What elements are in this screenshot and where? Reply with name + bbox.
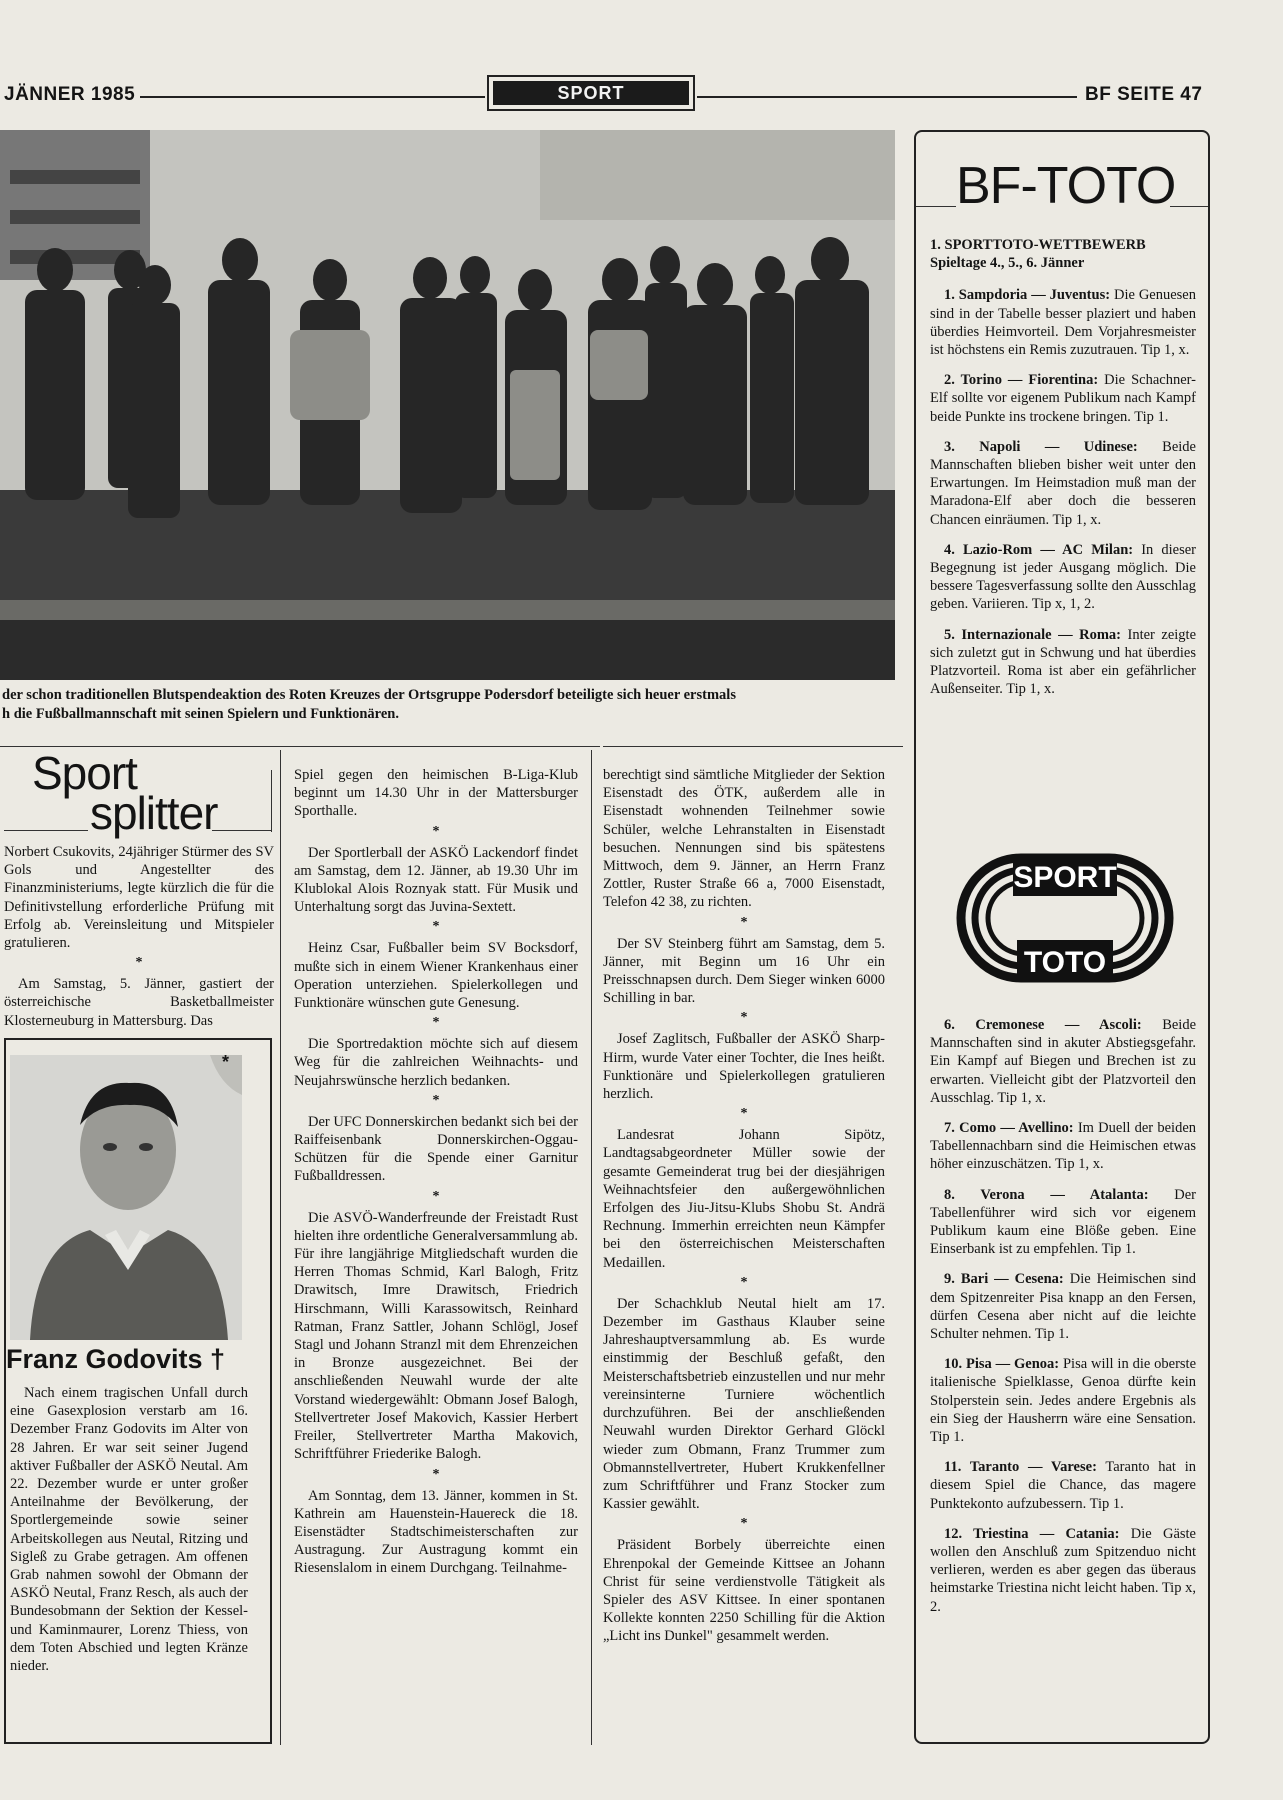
column-top-rule-2	[603, 746, 903, 747]
toto-tip-text: Beide Mannschaften blieben bisher weit unter den Erwartungen. Im Heimstadion muß man der Maradona-Elf aber doch die besseren Chancen einräumen. Tip 1, x.	[930, 438, 1196, 528]
toto-tip-text: Beide Mannschaften sind in akuter Abstiegsgefahr. Ein Kampf auf Biegen und Brechen ist zu erwarten. Vielleicht gibt der Platzvorteil den Ausschlag. Tip 1, x.	[930, 1017, 1197, 1106]
logo-bottom-text: TOTO	[1023, 946, 1107, 979]
splitter-column-2	[294, 766, 578, 1578]
toto-tip	[930, 1016, 1196, 1107]
toto-match: 8. Verona — Atalanta:	[944, 1186, 1149, 1203]
toto-match: 11. Taranto — Varese:	[944, 1459, 1097, 1476]
team-photo	[0, 130, 895, 680]
photo-caption	[2, 686, 902, 724]
splitter-underline-left	[4, 830, 88, 831]
splitter-corner-rule	[271, 770, 272, 832]
toto-intro-line-2: Spieltage 4., 5., 6. Jänner	[930, 255, 1085, 272]
toto-tip	[930, 626, 1196, 699]
separator-asterisk: *	[432, 1092, 440, 1108]
toto-tip	[930, 1119, 1196, 1174]
splitter-item-basketball-cont: Spiel gegen den heimischen B-Liga-Klub beginnt um 14.30 Uhr in der Mattersburger Sporthalle.	[294, 767, 578, 820]
obituary-portrait	[10, 1055, 242, 1340]
toto-tip-text: Inter zeigte sich zuletzt gut in Schwung und hat überdies Platzvorteil. Roma ist aber ein gefährlicher Außenseiter. Tip 1, x.	[930, 626, 1197, 698]
sport-toto-logo-icon	[955, 852, 1175, 984]
splitter-underline-right	[212, 830, 272, 831]
separator-asterisk: *	[432, 1015, 440, 1031]
toto-tip	[930, 1355, 1196, 1446]
photo-caption-line-2: h die Fußballmannschaft mit seinen Spielern und Funktionären.	[2, 706, 399, 722]
splitter-item-redaktion: Die Sportredaktion möchte sich auf diesem Weg für die zahlreichen Weihnachts- und Neujahrswünsche herzlich bedanken.	[294, 1036, 578, 1089]
logo-top-text: SPORT	[1013, 861, 1117, 894]
photo-caption-line-1: der schon traditionellen Blutspendeaktion des Roten Kreuzes der Ortsgruppe Podersdorf beteiligte sich heuer erstmals	[2, 687, 736, 703]
page-number: BF SEITE 47	[1085, 84, 1203, 105]
splitter-item-zaglitsch: Josef Zaglitsch, Fußballer der ASKÖ Sharp-Hirm, wurde Vater einer Tochter, die Ines heißt. Funktionäre und Spielerkollegen gratulieren herzlich.	[603, 1031, 885, 1103]
splitter-item-steinberg: Der SV Steinberg führt am Samstag, dem 5. Jänner, mit Beginn um 16 Uhr ein Preisschnapsen durch. Dem Sieger winken 6000 Schilling in bar.	[603, 935, 885, 1007]
toto-match: 5. Internazionale — Roma:	[944, 626, 1121, 643]
separator-asterisk: *	[740, 1274, 748, 1290]
header-rule-left	[140, 96, 485, 98]
asterisk-icon: *	[222, 1052, 230, 1072]
separator-asterisk: *	[432, 919, 440, 935]
separator-asterisk: *	[432, 1188, 440, 1204]
splitter-item-lackendorf: Der Sportlerball der ASKÖ Lackendorf findet am Samstag, dem 12. Jänner, ab 19.30 Uhr im Klublokal Alois Roznyak statt. Für Musik und Unterhaltung sorgt das Juvina-Sextett.	[294, 844, 578, 916]
toto-match: 2. Torino — Fiorentina:	[944, 372, 1099, 389]
obituary-name: Franz Godovits †	[6, 1344, 226, 1374]
toto-match: 10. Pisa — Genoa:	[944, 1356, 1060, 1373]
toto-match: 1. Sampdoria — Juventus:	[944, 287, 1111, 304]
toto-tip-text: Die Gäste wollen den Anschluß zum Spitzenduo nicht verlieren, werden es aber gegen das überaus heimstarke Triestina nicht leicht haben. Tip x, 2.	[930, 1525, 1196, 1615]
section-badge	[487, 75, 695, 111]
separator-asterisk: *	[740, 1010, 748, 1026]
toto-title-rule-right	[1170, 206, 1208, 207]
header-rule-right	[697, 96, 1077, 98]
sport-toto-logo	[955, 852, 1175, 984]
obituary-text-column	[10, 1384, 248, 1675]
toto-match: 9. Bari — Cesena:	[944, 1271, 1064, 1288]
toto-tip-text: Im Duell der beiden Tabellennachbarn sind die Heimischen etwas höher einzuschätzen. Tip 1, x.	[930, 1120, 1196, 1173]
toto-match: 3. Napoli — Udinese:	[944, 438, 1138, 455]
separator-asterisk: *	[432, 823, 440, 839]
separator-asterisk: *	[432, 1466, 440, 1482]
splitter-column-3	[603, 766, 885, 1646]
toto-title: BF-TOTO	[956, 157, 1176, 215]
splitter-item-csukovits: Norbert Csukovits, 24jähriger Stürmer des SV Gols und Angestellter des Finanzministeriums, legte kürzlich die für die Definitivstellung erforderliche Prüfung mit Erfolg ab. Vereinsleitung und Mitspieler gratulieren.	[4, 844, 274, 952]
column-divider-1	[280, 750, 281, 1745]
obituary-text: Nach einem tragischen Unfall durch eine Gasexplosion verstarb am 16. Dezember Franz Godovits im Alter von 28 Jahren. Er war seit seiner Jugend aktiver Fußballer der ASKÖ Neutal. Am 22. Dezember wurde er unter großer Anteilnahme der Bevölkerung, der Sportlergemeinde sowie seiner Arbeitskollegen aus Neutal, Ritzing und Sigleß zu Grabe getragen. Am offenen Grab nahmen sowohl der Obmann der ASKÖ Neutal, Franz Resch, als auch der Bundesobmann der Sektion der Kessel- und Kaminmaurer, Lorenz Thiess, von dem Toten Abschied und legten Kränze nieder.	[10, 1385, 248, 1675]
toto-tip	[930, 438, 1196, 529]
toto-tip	[930, 1525, 1196, 1616]
toto-match: 6. Cremonese — Ascoli:	[944, 1017, 1142, 1033]
toto-match: 4. Lazio-Rom — AC Milan:	[944, 541, 1134, 558]
toto-tip-text: Die Heimischen sind dem Spitzenreiter Pisa knapp an den Fersen, dürfen Cesena aber nicht auf die leichte Schulter nehmen. Tip 1.	[930, 1271, 1197, 1343]
toto-title-rule-left	[916, 206, 956, 207]
issue-date: JÄNNER 1985	[4, 84, 136, 105]
toto-tip-text: In dieser Begegnung ist jeder Ausgang möglich. Die bessere Tagesverfassung sollte den Ausschlag geben. Variieren. Tip x, 1, 2.	[930, 541, 1197, 613]
splitter-item-donnerskirchen: Der UFC Donnerskirchen bedankt sich bei der Raiffeisenbank Donnerskirchen-Oggau-Schützen für die Spende einer Garnitur Fußballdressen.	[294, 1113, 578, 1185]
portrait-illustration	[10, 1055, 242, 1340]
toto-tip	[930, 1458, 1196, 1513]
section-title: SPORT	[493, 81, 689, 105]
separator-asterisk: *	[740, 1106, 748, 1122]
toto-tip-text: Taranto hat in diesem Spiel die Chance, das magere Punktekonto aufzubessern. Tip 1.	[930, 1459, 1196, 1512]
splitter-title-1: Sport	[32, 747, 137, 799]
column-divider-2	[591, 750, 592, 1745]
splitter-item-jiu-jitsu: Landesrat Johann Sipötz, Landtagsabgeordneter Müller sowie der gesamte Gemeinderat trug bei der diesjährigen Weihnachtsfeier den außergewöhnlichen Erfolgen des Jiu-Jitsu-Klubs Shobu St. Andrä Rechnung. Immerhin erreichten neun Kämpfer bei den österreichischen Meisterschaften Medaillen.	[603, 1127, 885, 1271]
toto-match: 7. Como — Avellino:	[944, 1120, 1074, 1137]
separator-asterisk: *	[135, 955, 143, 971]
toto-intro	[930, 236, 1196, 272]
splitter-item-rust: Die ASVÖ-Wanderfreunde der Freistadt Rust hielten ihre ordentliche Generalversammlung ab. Für ihre langjährige Mitgliedschaft wurden die Herren Thomas Schmid, Karl Balogh, Fritz Drawitsch, Imre Drawitsch, Friedrich Hirschmann, Willi Karassowitsch, Reinhard Ratman, Franz Sattler, Johann Schlögl, Josef Stagl und Johann Stranzl mit dem Ehrenzeichen in Bronze ausgezeichnet. Bei der anschließenden Neuwahl wurde der alte Vorstand wiedergewählt: Obmann Josef Balogh, Stellvertreter Josef Makovich, Kassier Herbert Freiler, Stellvertreter Martha Makovich, Schriftführer Friederike Balogh.	[294, 1209, 578, 1463]
separator-asterisk: *	[740, 1516, 748, 1532]
toto-tip-text: Der Tabellenführer wird sich vor eigenem Publikum kaum eine Blöße geben. Eine Einserbank ist zu empfehlen. Tip 1.	[930, 1186, 1196, 1258]
toto-column-top	[930, 236, 1196, 710]
splitter-item-stadtschimeisterschaft-cont: berechtigt sind sämtliche Mitglieder der Sektion Eisenstadt des ÖTK, außerdem alle in Eisenstadt wohnenden Teilnehmer sowie Schüler, welche Lehranstalten in Eisenstadt besuchen. Nennungen sind bis spätestens Mittwoch, dem 9. Jänner, an Herrn Franz Zottler, Ruster Straße 66 a, 7000 Eisenstadt, Telefon 42 38, zu richten.	[603, 767, 885, 911]
toto-tip	[930, 1186, 1196, 1259]
splitter-item-schachklub: Der Schachklub Neutal hielt am 17. Dezember im Gasthaus Klauber seine Jahreshauptversammlung ab. Es wurde einstimmig der Beschluß gefaßt, den Meisterschaftsbetrieb einzustellen und nur mehr vereinsinterne Turniere wöchentlich durchzuführen. Bei der anschließenden Neuwahl wurden Direktor Gerhard Glöckl wieder zum Obmann, Franz Trummer zum Obmannstellvertreter, Hubert Krukkenfellner zum Schriftführer und Franz Stocker zum Kassier gewählt.	[603, 1295, 885, 1513]
toto-column-bottom	[930, 1016, 1196, 1628]
toto-tip	[930, 371, 1196, 426]
toto-intro-line-1: 1. SPORTTOTO-WETTBEWERB	[930, 237, 1146, 253]
toto-tip-text: Die Schachner-Elf sollte vor eigenem Publikum nach Kampf beide Punkte ins trockene bringen. Tip 1.	[930, 372, 1196, 425]
toto-match: 12. Triestina — Catania:	[944, 1525, 1120, 1542]
toto-tip	[930, 1270, 1196, 1343]
toto-tip-text: Pisa will in die oberste italienische Spielklasse, Genoa dürfte kein Stolperstein sein. Jedes andere Ergebnis als ein Sieg der Hausherrn wäre eine Sensation. Tip 1.	[930, 1356, 1197, 1446]
toto-tip-text: Die Genuesen sind in der Tabelle besser plaziert und haben überdies Heimvorteil. Dem Vorjahresmeister ist höchstens ein Remis zuzutrauen. Tip 1, x.	[930, 287, 1196, 359]
splitter-item-kittsee: Präsident Borbely überreichte einen Ehrenpokal der Gemeinde Kittsee an Johann Christ für seine verdienstvolle Tätigkeit als Spieler des ASV Kittsee. In einer spontanen Kollekte konnten 2250 Schilling für die Aktion „Licht ins Dunkel" gesammelt werden.	[603, 1537, 885, 1645]
splitter-column-1	[4, 843, 274, 1030]
splitter-item-csar: Heinz Csar, Fußballer beim SV Bocksdorf, mußte sich in einem Wiener Krankenhaus einer Operation unterziehen. Spielerkollegen und Funktionäre wünschen gute Genesung.	[294, 940, 578, 1012]
splitter-item-stadtschimeisterschaft: Am Sonntag, dem 13. Jänner, kommen in St. Kathrein am Hauenstein-Hauereck die 18. Eisenstädter Stadtschimeisterschaften zur Austragung. Zur Austragung kommt ein Riesenslalom in einem Durchgang. Teilnahme-	[294, 1487, 578, 1577]
toto-tip	[930, 286, 1196, 359]
toto-tip	[930, 541, 1196, 614]
splitter-item-basketball: Am Samstag, 5. Jänner, gastiert der österreichische Basketballmeister Klosterneuburg in Mattersburg. Das	[4, 976, 274, 1029]
separator-asterisk: *	[740, 914, 748, 930]
splitter-title-2: splitter	[90, 787, 218, 839]
team-photo-illustration	[0, 130, 895, 680]
